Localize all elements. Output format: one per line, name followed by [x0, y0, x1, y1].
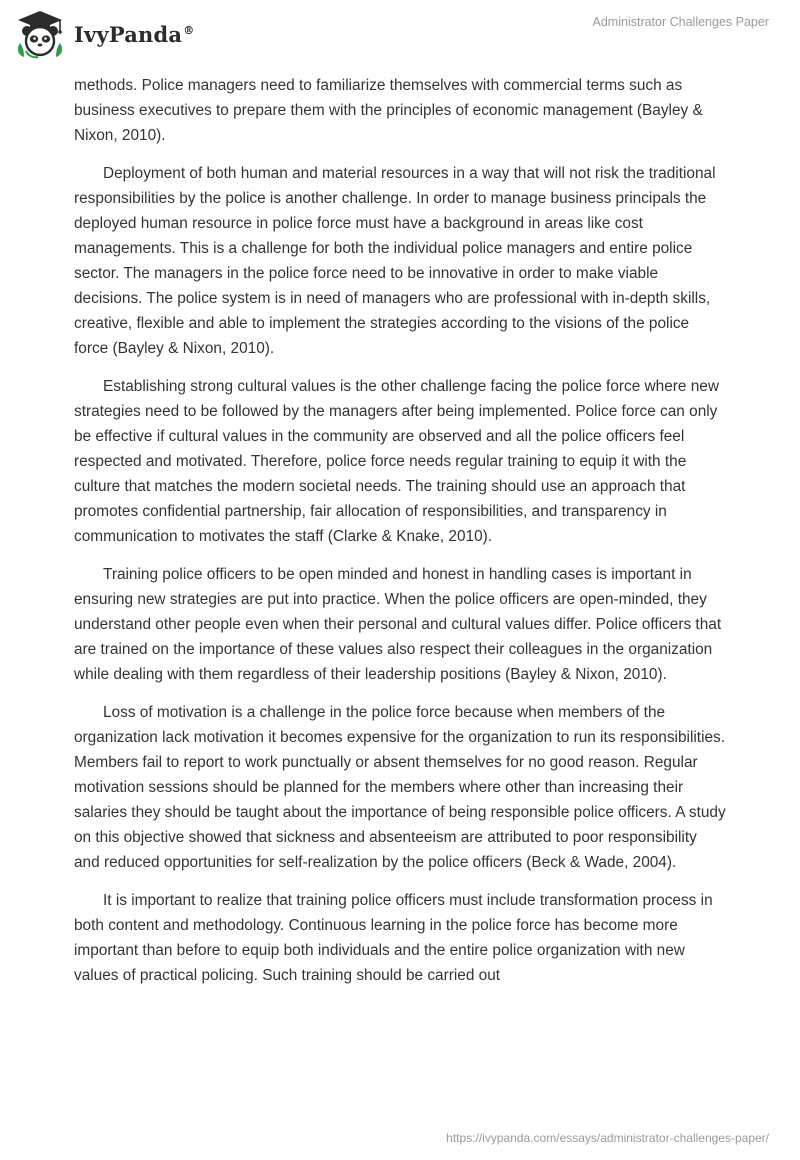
brand-name: IvyPanda®	[74, 21, 195, 47]
panda-graduate-icon	[14, 9, 66, 59]
paragraph-1: methods. Police managers need to familiarize themselves with commercial terms such as business executives to prepare them with the principles of economic management (Bayley & Nixon, 2010).	[74, 77, 703, 144]
paragraph-3: Establishing strong cultural values is the other challenge facing the police force where new strategies need to be followed by the managers after being implemented. Police force can only be effective if cultural values in the community are observed and all the police officers feel respected and motivated. Therefore, police force needs regular training to equip it with the culture that matches the modern societal needs. The training should use an approach that promotes confidential partnership, fair allocation of responsibilities, and transparency in communication to motivates the staff (Clarke & Knake, 2010).	[74, 378, 719, 545]
document-title: Administrator Challenges Paper	[592, 15, 769, 29]
paragraph-2: Deployment of both human and material resources in a way that will not risk the traditional responsibilities by the police is another challenge. In order to manage business principals the deployed human resource in police force must have a background in areas like cost managements. This is a challenge for both the individual police managers and entire police sector. The managers in the police force need to be innovative in order to make viable decisions. The police system is in need of managers who are professional with in-depth skills, creative, flexible and able to implement the strategies according to the visions of the police force (Bayley & Nixon, 2010).	[74, 165, 716, 357]
source-url[interactable]: https://ivypanda.com/essays/administrator-challenges-paper/	[446, 1131, 769, 1145]
page-header	[0, 0, 800, 70]
essay-body	[74, 73, 726, 1001]
paragraph-6: It is important to realize that training police officers must include transformation process in both content and methodology. Continuous learning in the police force has become more important than before to equip both individuals and the entire police organization with new values of practical policing. Such training should be carried out	[74, 892, 713, 984]
paragraph-4: Training police officers to be open minded and honest in handling cases is important in ensuring new strategies are put into practice. When the police officers are open-minded, they understand other people even when their personal and cultural values differ. Police officers that are trained on the importance of these values also respect their colleagues in the organization while dealing with them regardless of their leadership positions (Bayley & Nixon, 2010).	[74, 566, 722, 683]
ivypanda-logo[interactable]	[14, 8, 194, 60]
paragraph-5: Loss of motivation is a challenge in the police force because when members of the organization lack motivation it becomes expensive for the organization to run its responsibilities. Members fail to report to work punctually or absent themselves for no good reason. Regular motivation sessions should be planned for the members where other than increasing their salaries they should be taught about the importance of being responsible police officers. A study on this objective showed that sickness and absenteeism are attributed to poor responsibility and reduced opportunities for self-realization by the police officers (Beck & Wade, 2004).	[74, 704, 726, 871]
